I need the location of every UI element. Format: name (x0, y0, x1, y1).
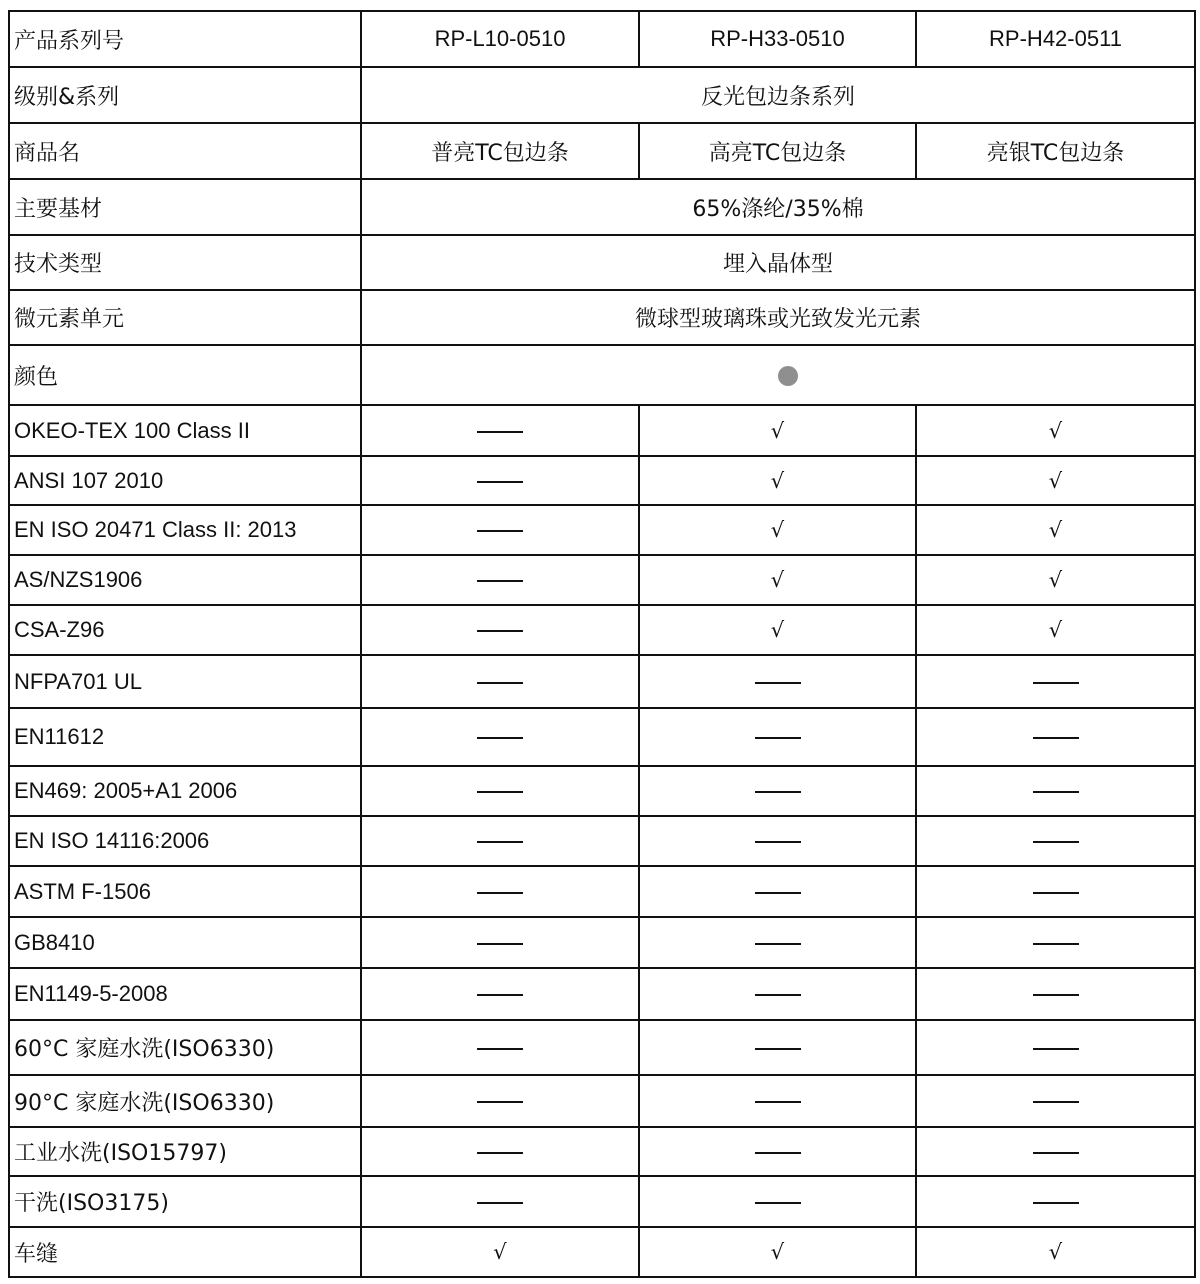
dash-icon (1033, 1048, 1079, 1050)
not-applicable-cell (639, 1075, 916, 1127)
dash-icon (477, 791, 523, 793)
not-applicable-cell (916, 1127, 1195, 1176)
check-mark-cell (639, 405, 916, 456)
not-applicable-cell (361, 968, 639, 1020)
product-spec-table (8, 10, 1196, 1278)
dash-icon (755, 841, 801, 843)
level-series-label: 级别&系列 (9, 67, 361, 123)
not-applicable-cell (916, 1020, 1195, 1075)
micro-unit-row (9, 290, 1195, 345)
check-mark-icon: √ (770, 568, 785, 592)
standard-row-ansi-107-2010 (9, 456, 1195, 505)
standard-name: GB8410 (9, 917, 361, 968)
dash-icon (1033, 1152, 1079, 1154)
standard-row-90-c-iso6330 (9, 1075, 1195, 1127)
standard-row-iso15797 (9, 1127, 1195, 1176)
dash-icon (1033, 682, 1079, 684)
not-applicable-cell (361, 655, 639, 708)
product-name-value: 亮银TC包边条 (916, 123, 1195, 179)
not-applicable-cell (916, 816, 1195, 866)
not-applicable-cell (916, 708, 1195, 766)
standard-name: ANSI 107 2010 (9, 456, 361, 505)
check-mark-cell (916, 1227, 1195, 1277)
standard-name: AS/NZS1906 (9, 555, 361, 605)
check-mark-cell (916, 505, 1195, 555)
not-applicable-cell (361, 708, 639, 766)
base-material-value: 65%涤纶/35%棉 (361, 179, 1195, 235)
not-applicable-cell (361, 1020, 639, 1075)
check-mark-icon: √ (770, 418, 785, 443)
not-applicable-cell (639, 1176, 916, 1227)
check-mark-icon: √ (1048, 418, 1063, 443)
standard-name: EN ISO 14116:2006 (9, 816, 361, 866)
product-name-label: 商品名 (9, 123, 361, 179)
not-applicable-cell (361, 405, 639, 456)
dash-icon (477, 1202, 523, 1204)
check-mark-icon: √ (1048, 1240, 1063, 1264)
dash-icon (477, 431, 523, 433)
dash-icon (1033, 791, 1079, 793)
dash-icon (755, 943, 801, 945)
not-applicable-cell (639, 866, 916, 917)
product-name-row (9, 123, 1195, 179)
standard-row-as-nzs1906 (9, 555, 1195, 605)
standard-row-nfpa701-ul (9, 655, 1195, 708)
dash-icon (755, 1152, 801, 1154)
dash-icon (755, 1048, 801, 1050)
standard-row-csa-z96 (9, 605, 1195, 655)
micro-unit-label: 微元素单元 (9, 290, 361, 345)
level-series-row (9, 67, 1195, 123)
check-mark-icon: √ (770, 618, 785, 642)
standard-row-astm-f-1506 (9, 866, 1195, 917)
not-applicable-cell (916, 766, 1195, 816)
check-mark-icon: √ (770, 1240, 785, 1264)
dash-icon (1033, 737, 1079, 739)
not-applicable-cell (639, 708, 916, 766)
gray-color-swatch (778, 366, 798, 386)
model-rp-l10-0510: RP-L10-0510 (361, 11, 639, 67)
not-applicable-cell (639, 655, 916, 708)
not-applicable-cell (916, 866, 1195, 917)
color-value (361, 345, 1195, 405)
not-applicable-cell (916, 968, 1195, 1020)
standard-row-iso3175 (9, 1176, 1195, 1227)
check-mark-cell (361, 1227, 639, 1277)
dash-icon (477, 892, 523, 894)
standard-row-60-c-iso6330 (9, 1020, 1195, 1075)
check-mark-icon: √ (1048, 518, 1063, 542)
check-mark-cell (639, 456, 916, 505)
not-applicable-cell (361, 866, 639, 917)
dash-icon (477, 737, 523, 739)
spec-table-body (9, 11, 1195, 1277)
dash-icon (1033, 1202, 1079, 1204)
not-applicable-cell (361, 766, 639, 816)
check-mark-cell (639, 1227, 916, 1277)
tech-type-label: 技术类型 (9, 235, 361, 290)
dash-icon (755, 994, 801, 996)
dash-icon (477, 1048, 523, 1050)
check-mark-icon: √ (493, 1240, 507, 1264)
dash-icon (1033, 1101, 1079, 1103)
not-applicable-cell (916, 1176, 1195, 1227)
not-applicable-cell (361, 605, 639, 655)
tech-type-row (9, 235, 1195, 290)
check-mark-icon: √ (1048, 568, 1063, 592)
not-applicable-cell (639, 1127, 916, 1176)
check-mark-icon: √ (1048, 618, 1063, 642)
not-applicable-cell (916, 1075, 1195, 1127)
check-mark-cell (639, 605, 916, 655)
dash-icon (1033, 943, 1079, 945)
dash-icon (1033, 841, 1079, 843)
dash-icon (755, 1101, 801, 1103)
dash-icon (477, 841, 523, 843)
not-applicable-cell (639, 766, 916, 816)
model-rp-h33-0510: RP-H33-0510 (639, 11, 916, 67)
standard-name: 工业水洗(ISO15797) (9, 1127, 361, 1176)
standard-name: 车缝 (9, 1227, 361, 1277)
dash-icon (755, 892, 801, 894)
check-mark-cell (916, 405, 1195, 456)
color-label: 颜色 (9, 345, 361, 405)
not-applicable-cell (361, 1127, 639, 1176)
color-row (9, 345, 1195, 405)
standard-name: NFPA701 UL (9, 655, 361, 708)
dash-icon (755, 682, 801, 684)
not-applicable-cell (361, 917, 639, 968)
not-applicable-cell (361, 1176, 639, 1227)
standard-row (9, 1227, 1195, 1277)
dash-icon (755, 791, 801, 793)
check-mark-icon: √ (1048, 468, 1063, 493)
check-mark-cell (916, 555, 1195, 605)
dash-icon (477, 1101, 523, 1103)
check-mark-cell (639, 505, 916, 555)
dash-icon (477, 1152, 523, 1154)
model-rp-h42-0511: RP-H42-0511 (916, 11, 1195, 67)
check-mark-icon: √ (770, 468, 785, 493)
standard-row-en469-2005-a1-2006 (9, 766, 1195, 816)
standard-row-en1149-5-2008 (9, 968, 1195, 1020)
not-applicable-cell (361, 505, 639, 555)
standard-row-gb8410 (9, 917, 1195, 968)
standard-name: ASTM F-1506 (9, 866, 361, 917)
dash-icon (1033, 892, 1079, 894)
dash-icon (477, 943, 523, 945)
model-label: 产品系列号 (9, 11, 361, 67)
base-material-row (9, 179, 1195, 235)
dash-icon (477, 994, 523, 996)
tech-type-value: 埋入晶体型 (361, 235, 1195, 290)
check-mark-cell (639, 555, 916, 605)
standard-name: EN ISO 20471 Class II: 2013 (9, 505, 361, 555)
standard-row-en11612 (9, 708, 1195, 766)
dash-icon (477, 630, 523, 632)
level-series-value: 反光包边条系列 (361, 67, 1195, 123)
standard-row-en-iso-14116-2006 (9, 816, 1195, 866)
check-mark-cell (916, 456, 1195, 505)
product-name-value: 高亮TC包边条 (639, 123, 916, 179)
standard-name: 干洗(ISO3175) (9, 1176, 361, 1227)
not-applicable-cell (916, 917, 1195, 968)
dash-icon (477, 481, 523, 483)
not-applicable-cell (361, 456, 639, 505)
not-applicable-cell (361, 816, 639, 866)
standard-name: EN469: 2005+A1 2006 (9, 766, 361, 816)
dash-icon (1033, 994, 1079, 996)
not-applicable-cell (639, 917, 916, 968)
check-mark-icon: √ (770, 518, 785, 542)
base-material-label: 主要基材 (9, 179, 361, 235)
dash-icon (477, 580, 523, 582)
standard-name: EN1149-5-2008 (9, 968, 361, 1020)
not-applicable-cell (361, 1075, 639, 1127)
not-applicable-cell (361, 555, 639, 605)
dash-icon (477, 530, 523, 532)
not-applicable-cell (639, 968, 916, 1020)
standard-name: OKEO-TEX 100 Class II (9, 405, 361, 456)
standard-name: EN11612 (9, 708, 361, 766)
not-applicable-cell (639, 1020, 916, 1075)
standard-row-en-iso-20471-class-ii-2013 (9, 505, 1195, 555)
not-applicable-cell (916, 655, 1195, 708)
dash-icon (755, 737, 801, 739)
model-header-row (9, 11, 1195, 67)
standard-name: 90°C 家庭水洗(ISO6330) (9, 1075, 361, 1127)
check-mark-cell (916, 605, 1195, 655)
dash-icon (477, 682, 523, 684)
standard-name: CSA-Z96 (9, 605, 361, 655)
dash-icon (755, 1202, 801, 1204)
standard-row-okeo-tex-100-class-ii (9, 405, 1195, 456)
product-name-value: 普亮TC包边条 (361, 123, 639, 179)
standard-name: 60°C 家庭水洗(ISO6330) (9, 1020, 361, 1075)
micro-unit-value: 微球型玻璃珠或光致发光元素 (361, 290, 1195, 345)
not-applicable-cell (639, 816, 916, 866)
